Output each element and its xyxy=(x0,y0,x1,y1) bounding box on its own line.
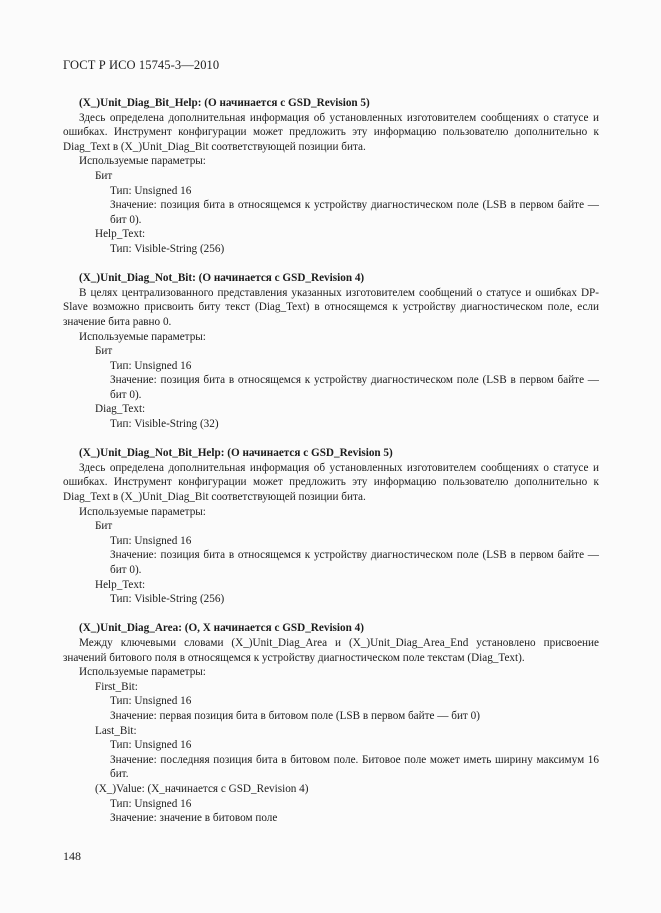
param-name: Help_Text: xyxy=(95,228,146,241)
param-name: Last_Bit: xyxy=(95,724,137,737)
keyword-section xyxy=(63,271,599,432)
document-header: ГОСТ Р ИСО 15745-3—2010 xyxy=(63,58,220,72)
section-description: Здесь определена дополнительная информация об установленных изготовителем сообщениях о статусе и ошибках. Инструмент конфигурации может предложить эту информацию пользователю дополнительно к Diag_Text в (X_)Unit_Diag_Bit соответствующей позиции бита. xyxy=(63,461,599,504)
keyword-section xyxy=(63,621,599,825)
param-value: Значение: первая позиция бита в битовом поле (LSB в первом байте — бит 0) xyxy=(110,709,480,722)
page-number: 148 xyxy=(63,849,81,863)
param-name: Diag_Text: xyxy=(95,403,146,416)
params-label: Используемые параметры: xyxy=(79,330,206,343)
param-name: Бит xyxy=(95,169,113,182)
section-heading: (X_)Unit_Diag_Not_Bit_Help: (O начинается с GSD_Revision 5) xyxy=(79,447,393,460)
param-value: Значение: позиция бита в относящемся к устройству диагностическом поле (LSB в первом байте — бит 0). xyxy=(110,549,599,576)
param-name: (X_)Value: (X_начинается с GSD_Revision 4) xyxy=(95,782,309,795)
keyword-section xyxy=(63,96,599,257)
params-label: Используемые параметры: xyxy=(79,666,206,679)
param-name: Бит xyxy=(95,345,113,358)
param-type: Тип: Visible-String (256) xyxy=(110,593,225,606)
param-value: Значение: последняя позиция бита в битовом поле. Битовое поле может иметь ширину максимум 16 бит. xyxy=(110,753,599,781)
section-heading: (X_)Unit_Diag_Area: (O, X начинается с GSD_Revision 4) xyxy=(79,622,364,635)
section-heading: (X_)Unit_Diag_Not_Bit: (O начинается с GSD_Revision 4) xyxy=(79,272,365,285)
param-name: Help_Text: xyxy=(95,578,146,591)
param-type: Тип: Unsigned 16 xyxy=(110,739,192,752)
section-description: Между ключевыми словами (X_)Unit_Diag_Area и (X_)Unit_Diag_Area_End установлено присвоение значений битового поля в относящемся к устройству диагностическом поле текстам (Diag_Text). xyxy=(63,636,599,664)
section-heading: (X_)Unit_Diag_Bit_Help: (O начинается с GSD_Revision 5) xyxy=(79,97,370,109)
param-name: Бит xyxy=(95,520,113,533)
params-label: Используемые параметры: xyxy=(79,505,206,518)
section-description: В целях централизованного представления указанных изготовителем сообщений о статусе и ошибках DP-Slave возможно присвоить биту текст (Diag_Text) в относящемся к устройству диагностическом поле, если значение бита равно 0. xyxy=(63,286,599,328)
keyword-section xyxy=(63,446,599,607)
param-type: Тип: Visible-String (32) xyxy=(110,418,219,431)
param-value: Значение: позиция бита в относящемся к устройству диагностическом поле (LSB в первом байте — бит 0). xyxy=(110,199,599,226)
param-type: Тип: Unsigned 16 xyxy=(110,797,192,810)
params-label: Используемые параметры: xyxy=(79,155,206,168)
param-value: Значение: позиция бита в относящемся к устройству диагностическом поле (LSB в первом байте — бит 0). xyxy=(110,374,599,401)
param-type: Тип: Unsigned 16 xyxy=(110,534,192,547)
param-type: Тип: Unsigned 16 xyxy=(110,695,192,708)
param-value: Значение: значение в битовом поле xyxy=(110,812,278,825)
param-type: Тип: Unsigned 16 xyxy=(110,359,192,372)
document-body xyxy=(63,96,599,840)
param-type: Тип: Visible-String (256) xyxy=(110,242,225,255)
param-name: First_Bit: xyxy=(95,680,138,693)
section-description: Здесь определена дополнительная информация об установленных изготовителем сообщениях о статусе и ошибках. Инструмент конфигурации может предложить эту информацию пользователю дополнительно к Diag_Text в (X_)Unit_Diag_Bit соответствующей позиции бита. xyxy=(63,111,599,153)
param-type: Тип: Unsigned 16 xyxy=(110,184,192,197)
